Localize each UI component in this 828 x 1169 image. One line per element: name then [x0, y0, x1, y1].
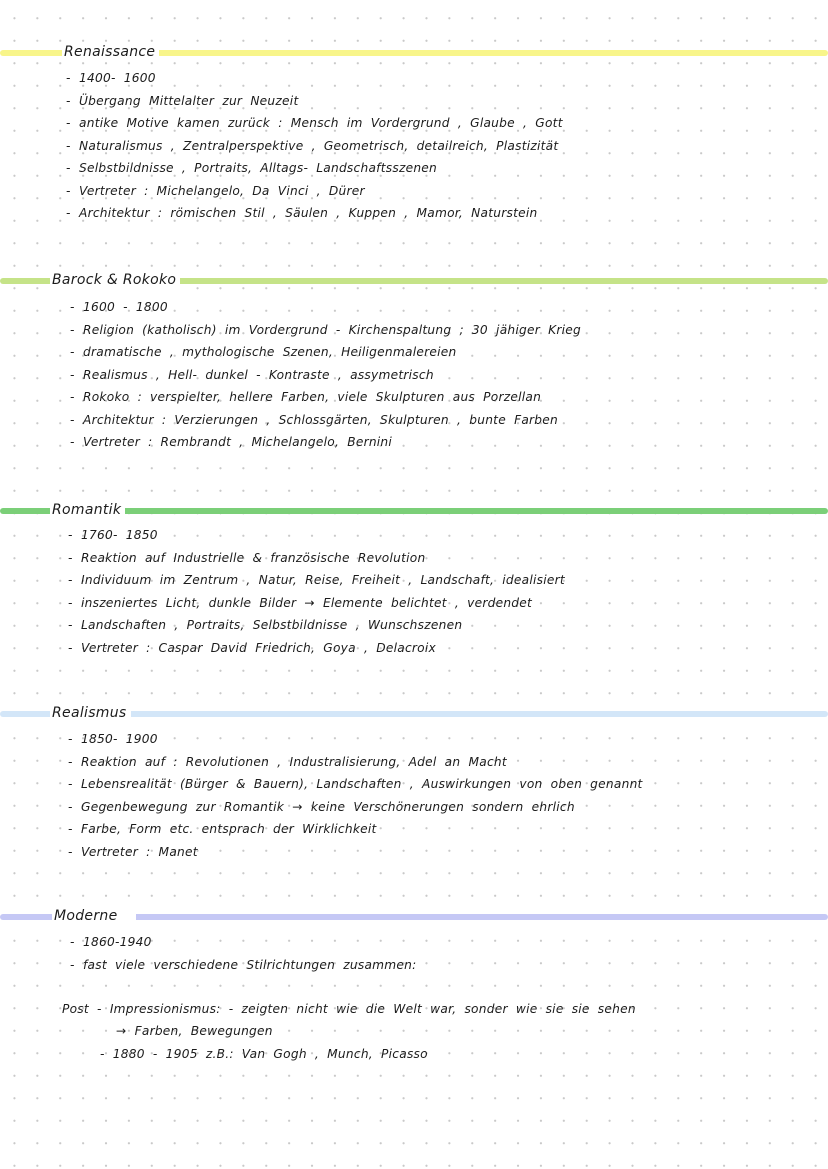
list-item: - Reaktion auf Industrielle & französische Revolution — [68, 550, 426, 565]
list-item: - Farbe, Form etc. entsprach der Wirklichkeit — [68, 822, 377, 836]
section-header — [0, 500, 828, 522]
list-item: - Vertreter : Manet — [68, 844, 198, 859]
section-header — [0, 42, 828, 64]
list-item: - Übergang Mittelalter zur Neuzeit — [66, 93, 299, 108]
list-item: - Rokoko : verspielter, hellere Farben, viele Skulpturen aus Porzellan — [70, 390, 542, 404]
subsection-arrow-line: → Farben, Bewegungen — [116, 1024, 273, 1038]
list-item: - Landschaften , Portraits, Selbstbildnisse , Wunschszenen — [68, 618, 463, 632]
section-header — [0, 906, 828, 928]
bullet-list — [68, 728, 828, 863]
list-item: - antike Motive kamen zurück : Mensch im Vordergrund , Glaube , Gott — [66, 116, 563, 130]
bullet-list — [68, 524, 828, 659]
section-title: Renaissance — [62, 42, 159, 62]
section-realismus — [0, 703, 828, 863]
list-item: - Naturalismus , Zentralperspektive , Geometrisch, detailreich, Plastizität — [66, 138, 559, 153]
list-item: - dramatische , mythologische Szenen, Heiligenmalereien — [70, 345, 457, 359]
list-item: - Religion (katholisch) im Vordergrund - Kirchenspaltung ; 30 jähiger Krieg — [70, 322, 582, 337]
section-header — [0, 270, 828, 292]
list-item: - 1400- 1600 — [66, 71, 156, 85]
section-barock-rokoko — [0, 270, 828, 454]
list-item: - Architektur : Verzierungen , Schlossgärten, Skulpturen , bunte Farben — [70, 412, 559, 427]
section-title: Realismus — [50, 703, 131, 723]
list-item: - Architektur : römischen Stil , Säulen , Kuppen , Mamor, Naturstein — [66, 206, 538, 220]
list-item: - 1850- 1900 — [68, 732, 158, 746]
list-item: - Vertreter : Caspar David Friedrich, Goya , Delacroix — [68, 640, 436, 655]
section-renaissance — [0, 42, 828, 225]
section-title: Barock & Rokoko — [50, 270, 180, 290]
list-item: - 1760- 1850 — [68, 528, 158, 542]
bullet-list — [66, 67, 828, 225]
list-item: - 1860-1940 — [70, 935, 152, 949]
list-item: - Lebensrealität (Bürger & Bauern), Landschaften , Auswirkungen von oben genannt — [68, 777, 643, 791]
list-item: - Individuum im Zentrum , Natur, Reise, Freiheit , Landschaft, idealisiert — [68, 573, 565, 587]
section-title: Moderne — [52, 906, 136, 926]
list-item: - inszeniertes Licht, dunkle Bilder → Elemente belichtet , verdendet — [68, 595, 533, 610]
list-item: - Reaktion auf : Revolutionen , Industralisierung, Adel an Macht — [68, 754, 507, 769]
list-item: - Vertreter : Michelangelo, Da Vinci , Dürer — [66, 183, 365, 198]
section-title: Romantik — [50, 500, 125, 520]
section-romantik — [0, 500, 828, 659]
list-item: - 1600 - 1800 — [70, 300, 168, 314]
section-moderne — [0, 906, 828, 1061]
bullet-list — [70, 931, 828, 976]
list-item: - Selbstbildnisse , Portraits, Alltags- Landschaftsszenen — [66, 161, 438, 175]
subsection-post-impressionismus: Post - Impressionismus: - zeigten nicht wie die Welt war, sonder wie sie sie sehen — [62, 1002, 636, 1016]
section-header — [0, 703, 828, 725]
subsection-detail-line: - 1880 - 1905 z.B.: Van Gogh , Munch, Picasso — [100, 1047, 428, 1061]
list-item: - fast viele verschiedene Stilrichtungen zusammen: — [70, 957, 417, 972]
list-item: - Realismus , Hell- dunkel - Kontraste , assymetrisch — [70, 367, 434, 382]
list-item: - Vertreter : Rembrandt , Michelangelo, Bernini — [70, 435, 393, 449]
bullet-list — [70, 296, 828, 454]
list-item: - Gegenbewegung zur Romantik → keine Verschönerungen sondern ehrlich — [68, 799, 575, 814]
